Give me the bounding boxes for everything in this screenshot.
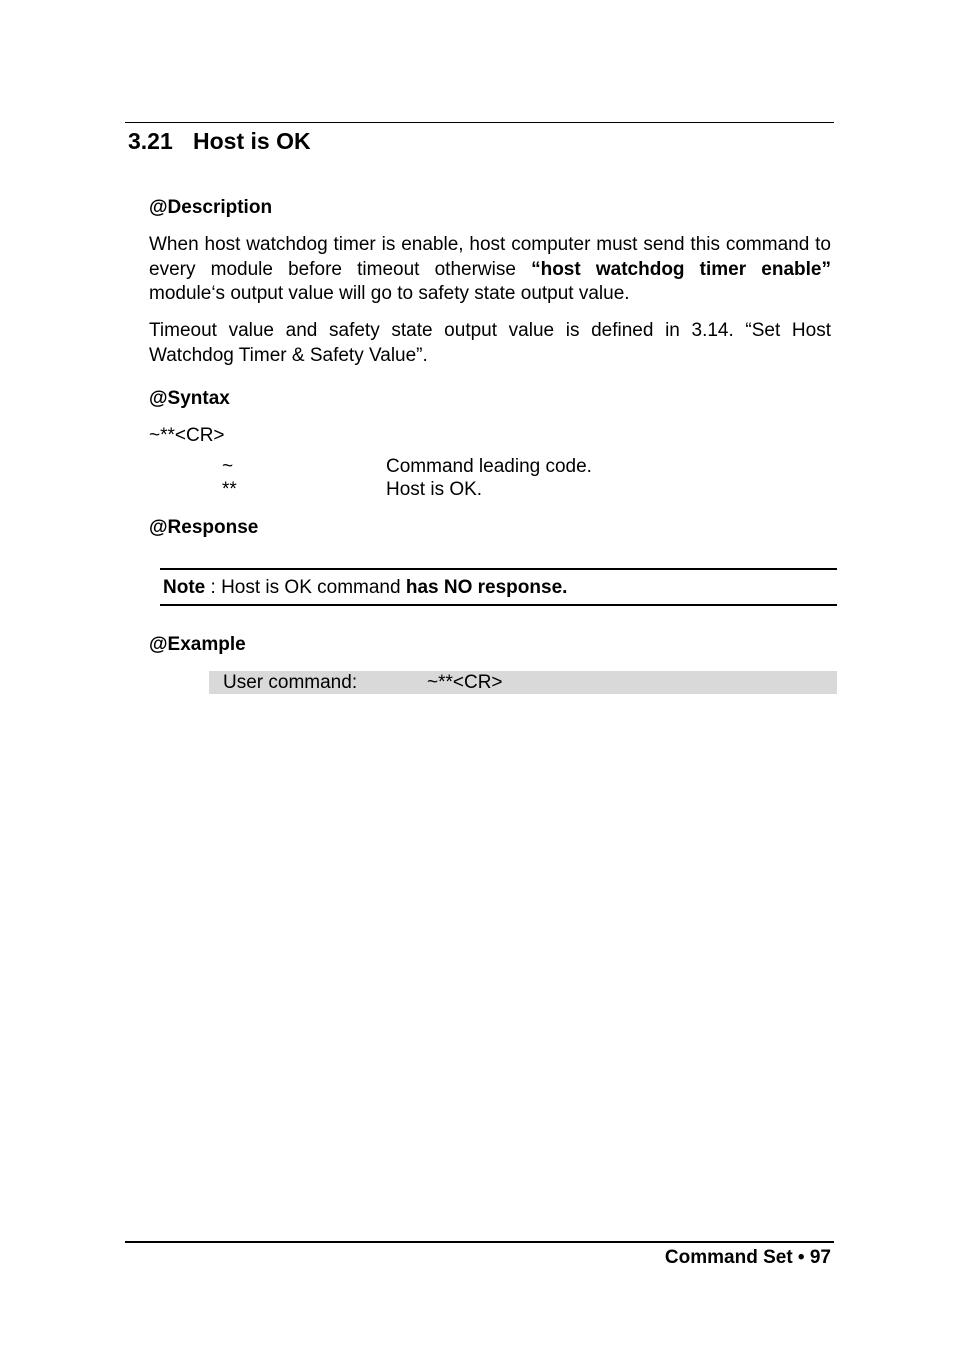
syntax-heading: @Syntax <box>149 388 230 409</box>
syntax-symbol-2: ** <box>222 479 237 500</box>
page-footer: Command Set • 97 <box>664 1247 831 1268</box>
description-heading: @Description <box>149 197 273 218</box>
example-heading: @Example <box>149 634 246 655</box>
description-text-b: module‘s output value will go to safety state output value. <box>149 283 630 304</box>
description-emphasis: “host watchdog timer enable” <box>531 258 832 280</box>
bottom-rule <box>125 1241 834 1243</box>
section-title <box>128 126 311 156</box>
response-heading: @Response <box>149 517 259 538</box>
section-number: 3.21 <box>128 128 173 154</box>
example-label: User command: <box>223 672 358 693</box>
note-label: Note <box>163 577 206 598</box>
description-paragraph-1 <box>149 233 831 307</box>
note-text <box>163 576 567 600</box>
top-rule <box>125 122 834 123</box>
syntax-symbol-1: ~ <box>222 456 234 477</box>
example-value: ~**<CR> <box>427 672 503 693</box>
syntax-meaning-1: Command leading code. <box>386 456 592 477</box>
note-emphasis: has NO response. <box>405 577 568 598</box>
note-body: : Host is OK command <box>205 577 406 598</box>
example-row <box>209 671 837 694</box>
syntax-meaning-2: Host is OK. <box>386 479 483 500</box>
description-text-a: When host watchdog timer is enable, host computer must send this command to every module before timeout otherwise <box>149 234 831 280</box>
syntax-command: ~**<CR> <box>149 425 225 446</box>
note-box <box>160 568 837 606</box>
description-paragraph-2: Timeout value and safety state output value is defined in 3.14. “Set Host Watchdog Timer & Safety Value”. <box>149 320 831 366</box>
section-title-text: Host is OK <box>193 128 311 154</box>
